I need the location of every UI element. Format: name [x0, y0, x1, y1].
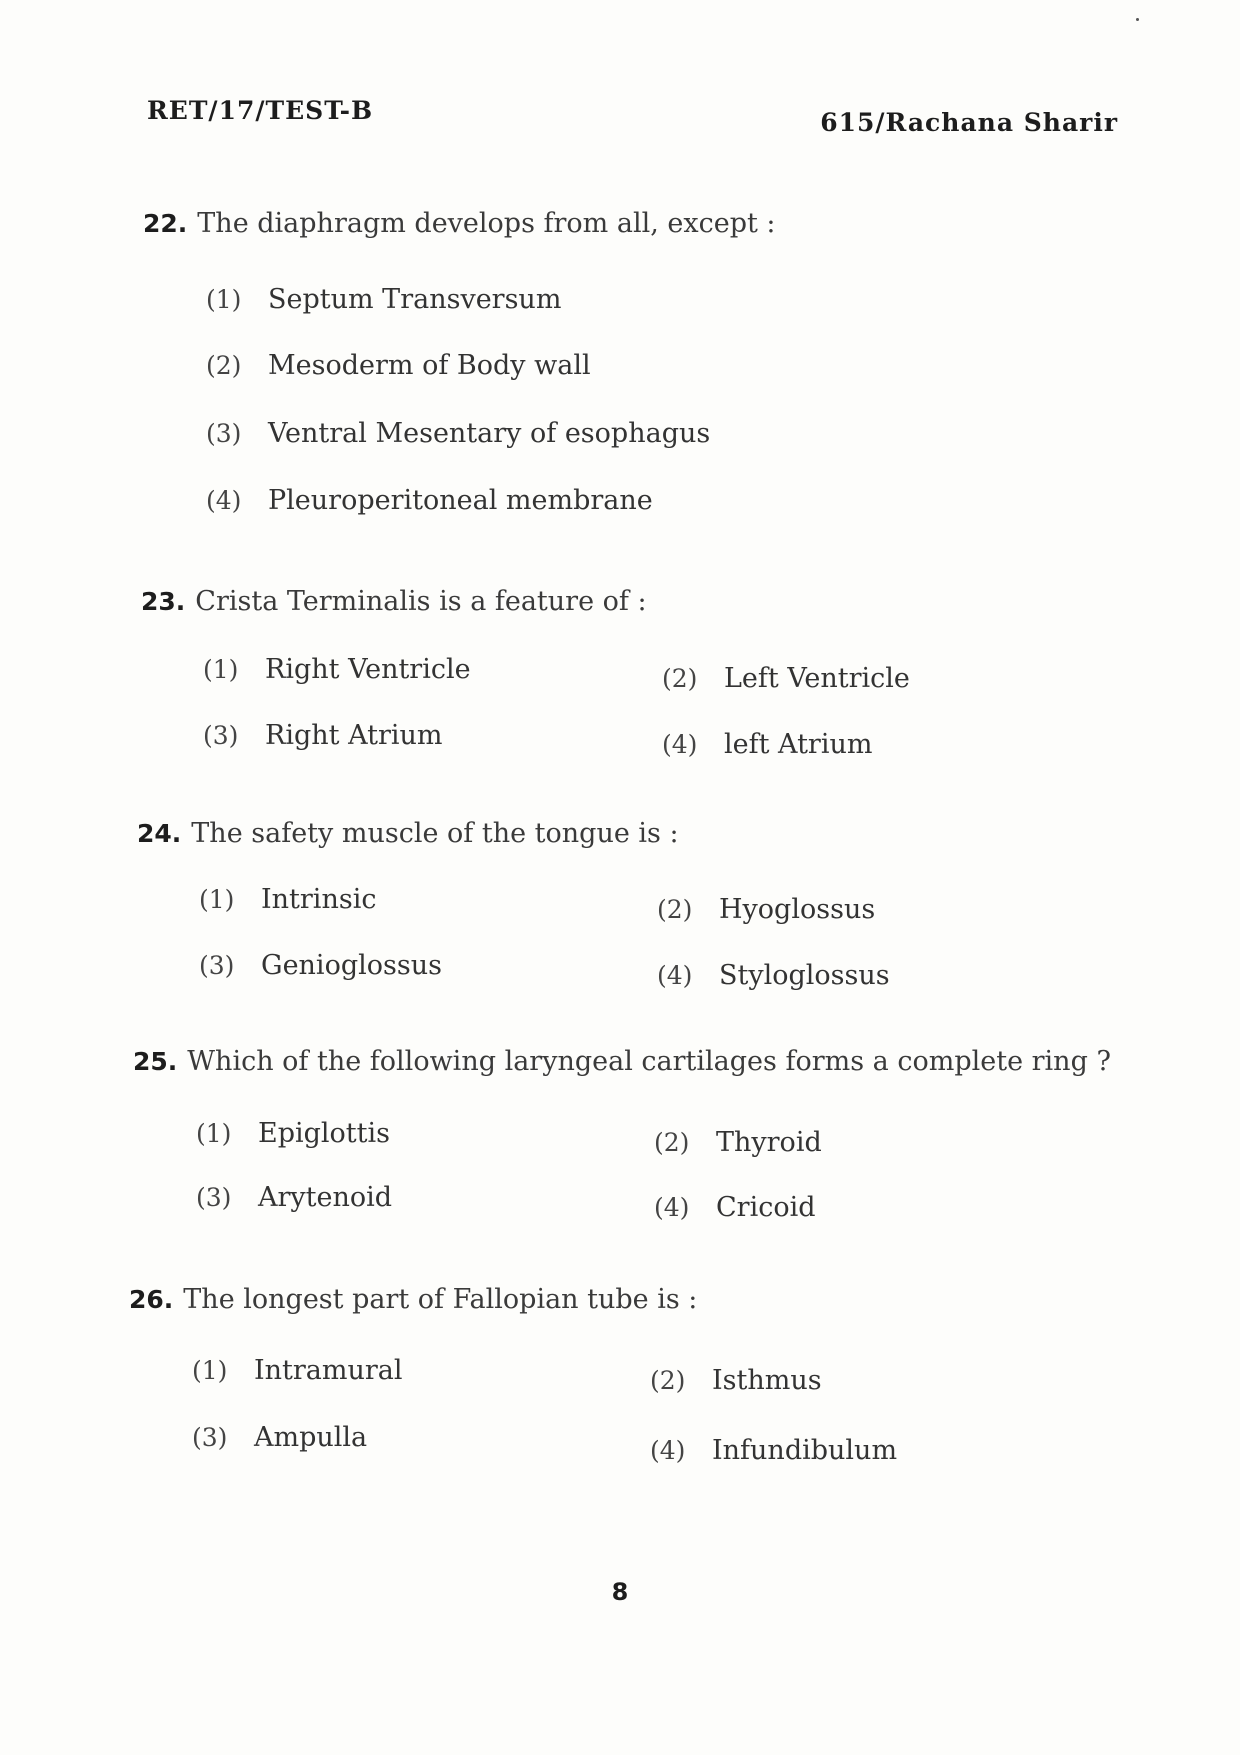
option-text: Right Ventricle [265, 654, 471, 685]
question-23 [141, 586, 647, 617]
option-24-3 [199, 950, 442, 981]
option-23-3 [203, 720, 442, 751]
option-26-4 [650, 1435, 897, 1466]
question-number: 23. [141, 587, 186, 616]
option-number: (2) [206, 351, 242, 380]
option-23-4 [662, 729, 872, 760]
option-24-1 [199, 884, 376, 915]
option-25-4 [654, 1192, 816, 1223]
option-text: Styloglossus [719, 960, 890, 991]
option-number: (1) [196, 1119, 232, 1148]
option-number: (4) [206, 486, 242, 515]
option-text: Ventral Mesentary of esophagus [268, 418, 711, 449]
option-number: (4) [657, 961, 693, 990]
option-26-1 [192, 1355, 403, 1386]
question-text: The longest part of Fallopian tube is : [183, 1284, 698, 1315]
option-text: Infundibulum [712, 1435, 898, 1466]
option-number: (2) [662, 664, 698, 693]
question-number: 25. [133, 1047, 178, 1076]
option-number: (4) [650, 1436, 686, 1465]
option-24-2 [657, 894, 875, 925]
question-22 [143, 208, 776, 239]
option-text: Right Atrium [265, 720, 443, 751]
option-text: Intrinsic [261, 884, 377, 915]
option-23-2 [662, 663, 910, 694]
question-text: The safety muscle of the tongue is : [191, 818, 679, 849]
option-25-2 [654, 1127, 822, 1158]
option-text: Left Ventricle [724, 663, 910, 694]
option-number: (2) [657, 895, 693, 924]
option-text: Isthmus [712, 1365, 822, 1396]
scan-speck [1136, 18, 1139, 21]
option-text: Intramural [254, 1355, 403, 1386]
option-text: left Atrium [724, 729, 873, 760]
option-number: (3) [206, 419, 242, 448]
option-text: Genioglossus [261, 950, 442, 981]
option-text: Hyoglossus [719, 894, 876, 925]
option-number: (4) [654, 1193, 690, 1222]
page-number: 8 [611, 1578, 629, 1606]
question-text: Which of the following laryngeal cartilages forms a complete ring ? [187, 1046, 1111, 1077]
option-22-4 [206, 485, 653, 516]
subject-title: 615/Rachana Sharir [820, 108, 1118, 137]
question-26 [129, 1284, 697, 1315]
option-25-3 [196, 1182, 392, 1213]
option-text: Ampulla [254, 1422, 368, 1453]
option-text: Pleuroperitoneal membrane [268, 485, 653, 516]
exam-code: RET/17/TEST-B [147, 96, 374, 125]
option-22-3 [206, 418, 710, 449]
option-24-4 [657, 960, 890, 991]
option-number: (1) [206, 285, 242, 314]
option-number: (1) [192, 1356, 228, 1385]
option-text: Cricoid [716, 1192, 816, 1223]
option-number: (2) [650, 1366, 686, 1395]
option-number: (1) [199, 885, 235, 914]
question-text: Crista Terminalis is a feature of : [195, 586, 647, 617]
option-text: Mesoderm of Body wall [268, 350, 591, 381]
option-text: Thyroid [716, 1127, 822, 1158]
question-number: 22. [143, 209, 188, 238]
option-22-2 [206, 350, 591, 381]
option-number: (3) [196, 1183, 232, 1212]
option-text: Arytenoid [258, 1182, 393, 1213]
option-number: (3) [203, 721, 239, 750]
question-25 [133, 1046, 1111, 1077]
question-24 [137, 818, 679, 849]
option-26-3 [192, 1422, 367, 1453]
option-number: (3) [199, 951, 235, 980]
option-22-1 [206, 284, 561, 315]
question-number: 26. [129, 1285, 174, 1314]
option-25-1 [196, 1118, 390, 1149]
option-26-2 [650, 1365, 822, 1396]
option-23-1 [203, 654, 471, 685]
question-number: 24. [137, 819, 182, 848]
option-text: Septum Transversum [268, 284, 562, 315]
option-number: (3) [192, 1423, 228, 1452]
question-text: The diaphragm develops from all, except : [197, 208, 776, 239]
option-number: (1) [203, 655, 239, 684]
option-number: (4) [662, 730, 698, 759]
option-text: Epiglottis [258, 1118, 390, 1149]
option-number: (2) [654, 1128, 690, 1157]
